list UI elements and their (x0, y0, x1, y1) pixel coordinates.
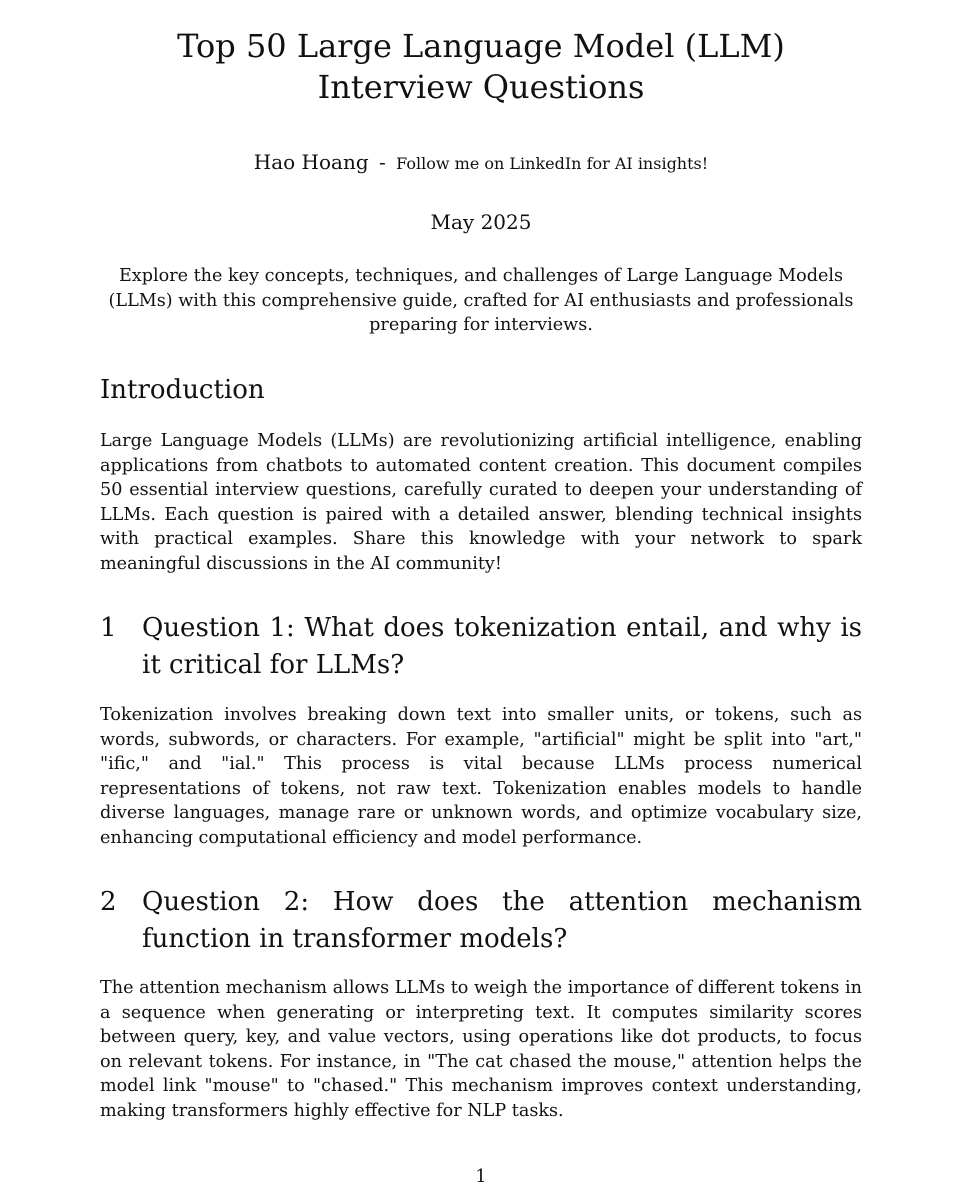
introduction-body: Large Language Models (LLMs) are revolutionizing artificial intelligence, enabling applications from chatbots to automated content creation. This document compiles 50 essential interview questions, carefully curated to deepen your understanding of LLMs. Each question is paired with a detailed answer, blending technical insights with practical examples. Share this knowledge with your network to spark meaningful discussions in the AI community! (100, 431, 862, 574)
section-2-body: The attention mechanism allows LLMs to weigh the importance of different tokens in a sequence when generating or interpreting text. It computes similarity scores between query, key, and value vectors, using operations like dot products, to focus on relevant tokens. For instance, in "The cat chased the mouse," attention helps the model link "mouse" to "chased." This mechanism improves context understanding, making transformers highly effective for NLP tasks. (100, 978, 862, 1121)
page-number: 1 (475, 1167, 487, 1187)
author-separator: - (379, 150, 386, 174)
section-title: Question 2: How does the attention mechanism function in transformer models? (142, 887, 862, 954)
section-1-heading (100, 610, 862, 684)
section-title: Question 1: What does tokenization entail, and why is it critical for LLMs? (142, 613, 862, 680)
section-2-heading (100, 884, 862, 958)
introduction-heading (100, 372, 862, 409)
document-title: Top 50 Large Language Model (LLM) Interview Questions (177, 27, 785, 106)
abstract: Explore the key concepts, techniques, and challenges of Large Language Models (LLMs) with this comprehensive guide, crafted for AI enthusiasts and professionals preparing for interviews. (108, 266, 854, 335)
section-1-body: Tokenization involves breaking down text into smaller units, or tokens, such as words, subwords, or characters. For example, "artificial" might be split into "art," "ific," and "ial." This process is vital because LLMs process numerical representations of tokens, not raw text. Tokenization enables models to handle diverse languages, manage rare or unknown words, and optimize vocabulary size, enhancing computational efficiency and model performance. (100, 705, 862, 848)
author-name: Hao Hoang (253, 150, 369, 174)
document-date: May 2025 (430, 210, 532, 234)
author-line (100, 148, 862, 178)
section-number: 1 (100, 613, 117, 643)
section-number: 2 (100, 887, 117, 917)
linkedin-follow-link[interactable]: Follow me on LinkedIn for AI insights! (396, 154, 709, 173)
introduction-heading-text: Introduction (100, 375, 265, 405)
